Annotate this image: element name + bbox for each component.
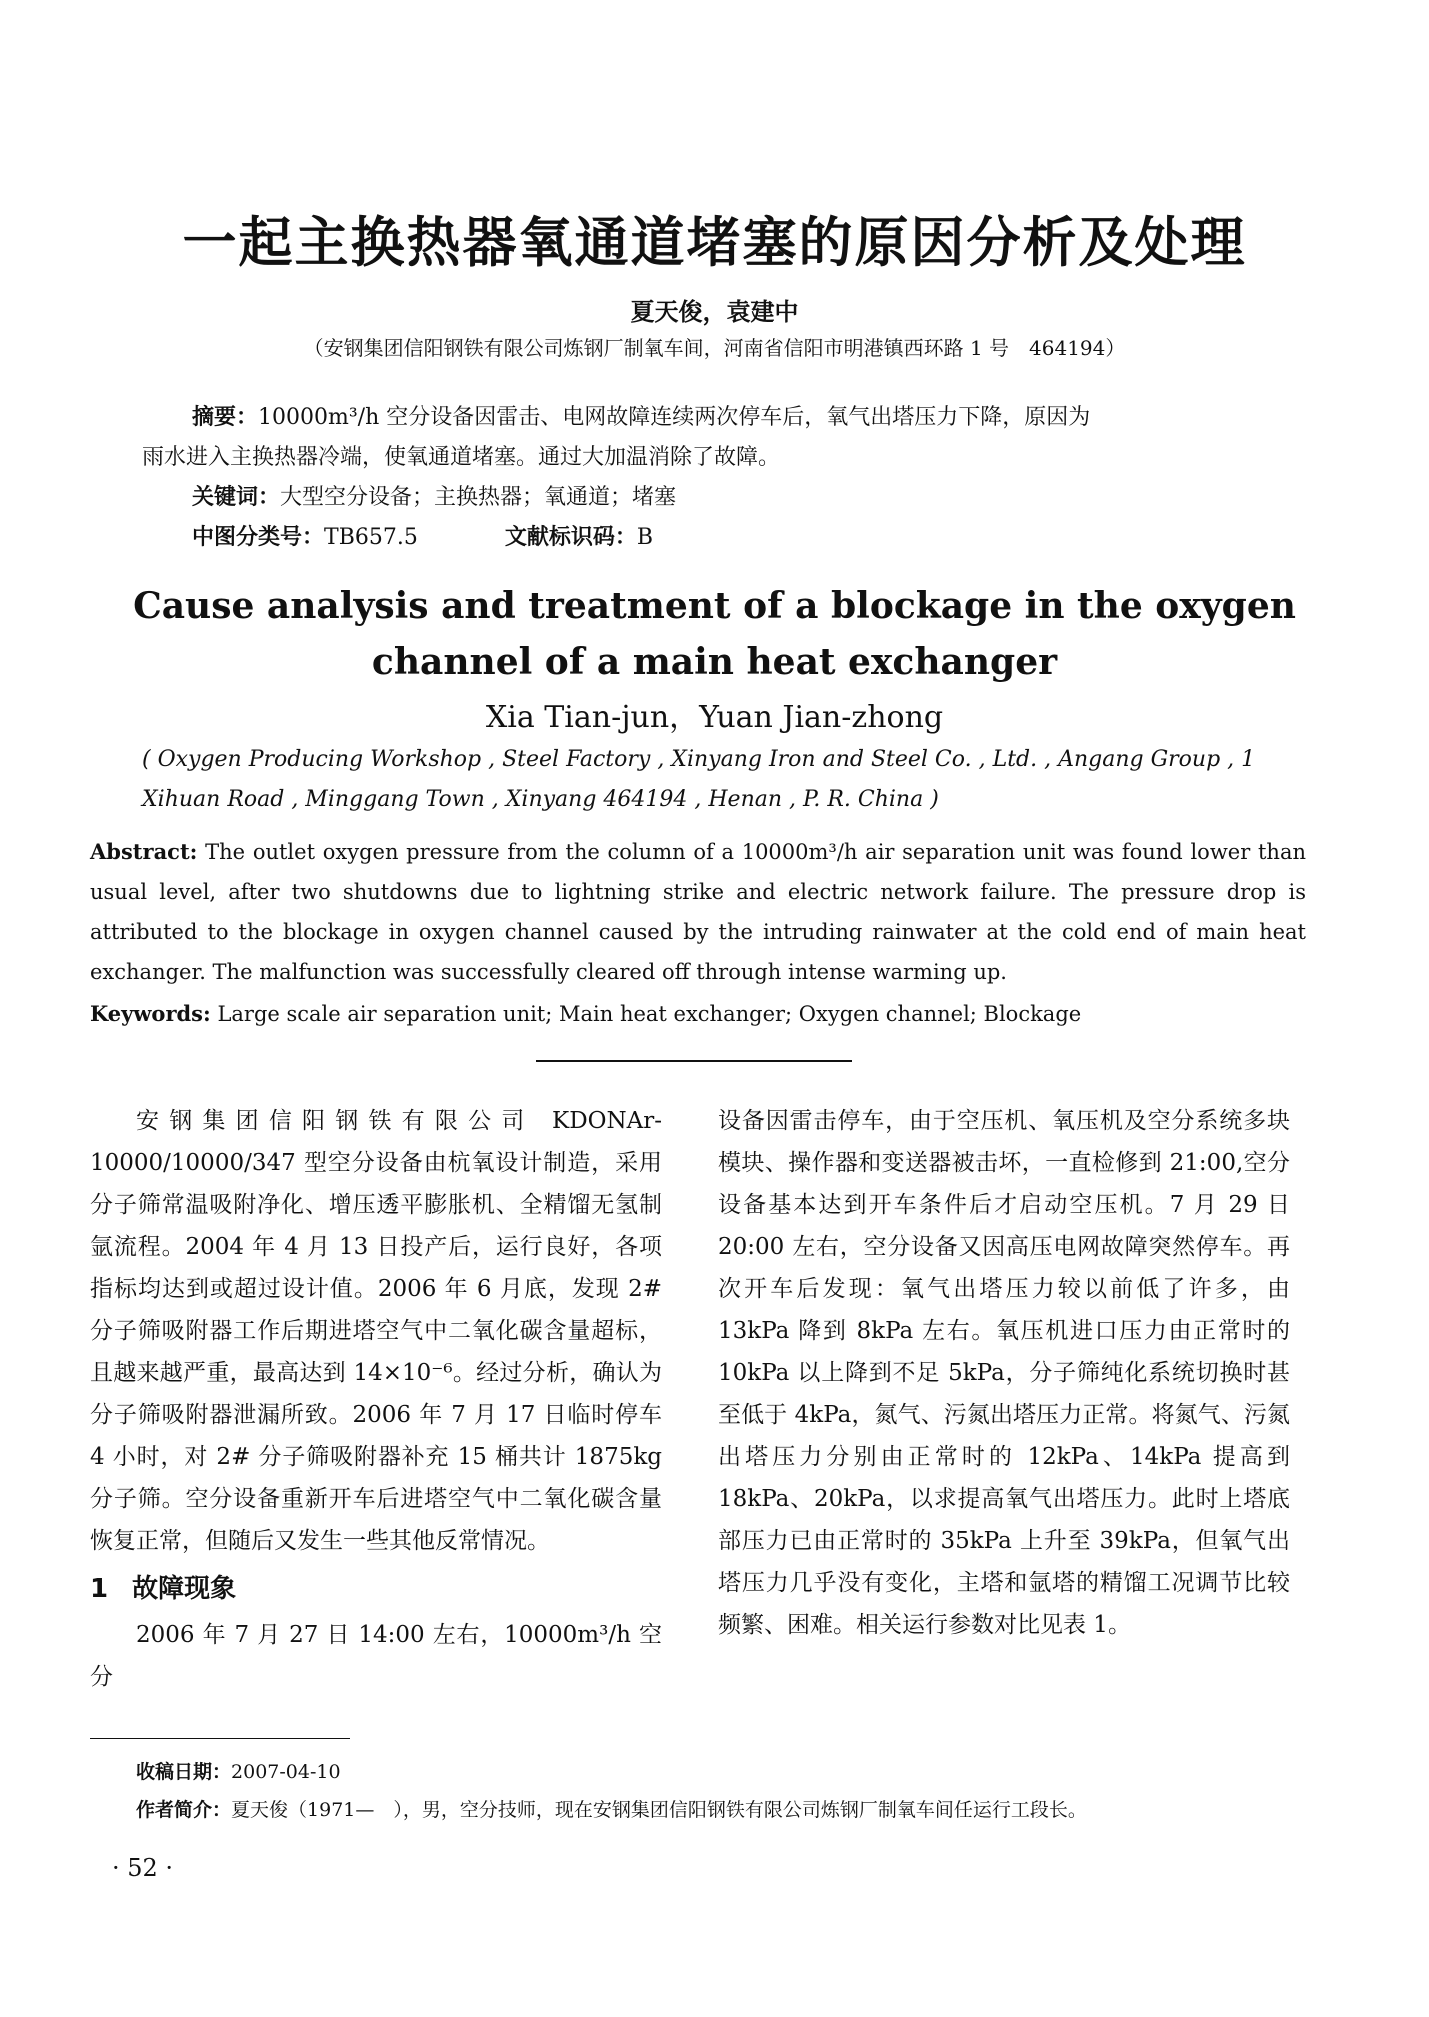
classification-value: TB657.5	[324, 525, 418, 550]
english-title-line2: channel of a main heat exchanger	[371, 641, 1058, 683]
chinese-affiliation: （安钢集团信阳钢铁有限公司炼钢厂制氧车间，河南省信阳市明港镇西环路 1 号 464194）	[303, 336, 1126, 360]
english-authors: Xia Tian-jun，Yuan Jian-zhong	[485, 700, 944, 735]
body-left-column	[90, 1100, 662, 1698]
english-keywords-label: Keywords:	[90, 1001, 211, 1026]
classification-label: 中图分类号：	[192, 525, 325, 550]
intro-paragraph: 安钢集团信阳钢铁有限公司 KDONAr-10000/10000/347 型空分设备由杭氧设计制造，采用分子筛常温吸附净化、增压透平膨胀机、全精馏无氢制氩流程。2004 年 4 月 13 日投产后，运行良好，各项指标均达到或超过设计值。2006 年 6 月底，发现 2# 分子筛吸附器工作后期进塔空气中二氧化碳含量超标，且越来越严重，最高达到 14×10⁻⁶。经过分析，确认为分子筛吸附器泄漏所致。2006 年 7 月 17 日临时停车 4 小时，对 2# 分子筛吸附器补充 15 桶共计 1875kg 分子筛。空分设备重新开车后进塔空气中二氧化碳含量恢复正常，但随后又发生一些其他反常情况。	[90, 1108, 662, 1554]
author-bio-label: 作者简介：	[136, 1799, 232, 1821]
section-title: 故障现象	[132, 1574, 237, 1604]
english-keywords	[90, 994, 1306, 1034]
chinese-keywords-text: 大型空分设备；主换热器；氧通道；堵塞	[280, 485, 677, 510]
english-abstract-label: Abstract:	[90, 839, 198, 864]
english-affiliation: ( Oxygen Producing Workshop , Steel Factory , Xinyang Iron and Steel Co. , Ltd. , Angang Group , 1 Xihuan Road , Minggang Town , Xinyang 464194 , Henan , P. R. China )	[142, 747, 1256, 812]
english-keywords-text: Large scale air separation unit; Main heat exchanger; Oxygen channel; Blockage	[210, 1002, 1082, 1026]
chinese-keywords-label: 关键词：	[192, 485, 281, 510]
body-right-column	[718, 1100, 1290, 1646]
classification-line	[192, 518, 1292, 558]
received-date-value: 2007-04-10	[231, 1761, 341, 1783]
footnote-divider	[90, 1738, 350, 1739]
section-divider	[536, 1060, 852, 1062]
english-title-line1: Cause analysis and treatment of a blockage in the oxygen	[133, 585, 1296, 627]
received-date-label: 收稿日期：	[136, 1761, 232, 1783]
author-bio-value: 夏天俊（1971— ），男，空分技师，现在安钢集团信阳钢铁有限公司炼钢厂制氧车间任运行工段长。	[231, 1799, 1087, 1821]
chinese-abstract	[142, 398, 1292, 478]
english-title	[0, 578, 1429, 690]
section-heading	[90, 1566, 662, 1612]
chinese-title: 一起主换热器氧通道堵塞的原因分析及处理	[182, 210, 1247, 274]
page-number: · 52 ·	[112, 1854, 174, 1882]
section-paragraph-start: 2006 年 7 月 27 日 14:00 左右，10000m³/h 空分	[90, 1622, 662, 1690]
author-bio-footnote	[136, 1794, 1087, 1826]
chinese-abstract-line2: 雨水进入主换热器冷端，使氧通道堵塞。通过大加温消除了故障。	[142, 445, 781, 470]
received-date-footnote	[136, 1756, 341, 1788]
section-paragraph-continued: 设备因雷击停车，由于空压机、氧压机及空分系统多块模块、操作器和变送器被击坏，一直检修到 21:00,空分设备基本达到开车条件后才启动空压机。7 月 29 日 20:00 左右，空分设备又因高压电网故障突然停车。再次开车后发现：氧气出塔压力较以前低了许多，由 13kPa 降到 8kPa 左右。氧压机进口压力由正常时的 10kPa 以上降到不足 5kPa，分子筛纯化系统切换时甚至低于 4kPa，氮气、污氮出塔压力正常。将氮气、污氮出塔压力分别由正常时的 12kPa、14kPa 提高到 18kPa、20kPa，以求提高氧气出塔压力。此时上塔底部压力已由正常时的 35kPa 上升至 39kPa，但氧气出塔压力几乎没有变化，主塔和氩塔的精馏工况调节比较频繁、困难。相关运行参数对比见表 1。	[718, 1108, 1290, 1638]
chinese-authors: 夏天俊，袁建中	[630, 298, 799, 326]
section-number: 1	[90, 1574, 109, 1604]
chinese-abstract-label: 摘要：	[192, 405, 259, 430]
document-code-label: 文献标识码：	[504, 525, 637, 550]
chinese-abstract-line1: 10000m³/h 空分设备因雷击、电网故障连续两次停车后，氧气出塔压力下降，原因为	[258, 405, 1091, 430]
chinese-keywords	[192, 478, 1292, 518]
english-abstract-text: The outlet oxygen pressure from the column of a 10000m³/h air separation unit was found lower than usual level, after two shutdowns due to lightning strike and electric network failure. The pressure drop is attributed to the blockage in oxygen channel caused by the intruding rainwater at the cold end of main heat exchanger. The malfunction was successfully cleared off through intense warming up.	[90, 840, 1306, 984]
english-abstract	[90, 832, 1306, 992]
document-code-value: B	[636, 525, 654, 550]
